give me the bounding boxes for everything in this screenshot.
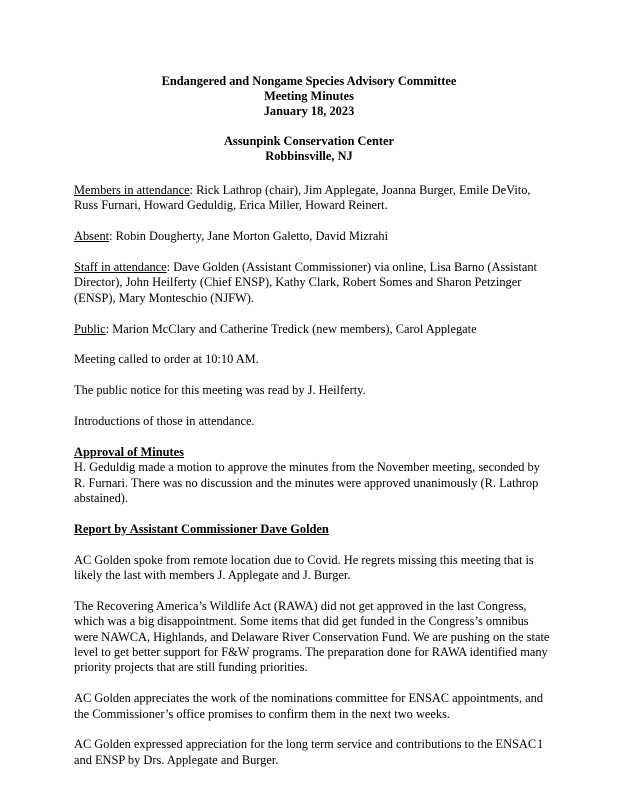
report-paragraph-4: AC Golden expressed appreciation for the long term service and contributions to the ENSAC and ENSP by Drs. Applegate and Burger. xyxy=(74,737,537,767)
page-number: 1 xyxy=(537,737,544,751)
public-notice: The public notice for this meeting was read by J. Heilferty. xyxy=(74,383,366,398)
staff-paragraph xyxy=(74,260,552,306)
report-section xyxy=(74,522,552,768)
public-label: Public xyxy=(74,321,106,336)
document-type: Meeting Minutes xyxy=(264,89,354,103)
document-header xyxy=(0,74,618,164)
committee-title: Endangered and Nongame Species Advisory Committee xyxy=(161,74,457,88)
approval-section xyxy=(74,445,552,507)
absent-list: : Robin Dougherty, Jane Morton Galetto, David Mizrahi xyxy=(109,229,389,244)
introductions: Introductions of those in attendance. xyxy=(74,414,255,428)
staff-list: : Dave Golden (Assistant Commissioner) via online, Lisa Barno (Assistant Director), John Heilferty (Chief ENSP), Kathy Clark, Robert Somes and Sharon Petzinger (ENSP), Mary Monteschio (NJFW). xyxy=(74,260,537,305)
public-list: : Marion McClary and Catherine Tredick (new members), Carol Applegate xyxy=(105,321,477,336)
members-list: : Rick Lathrop (chair), Jim Applegate, Joanna Burger, Emile DeVito, Russ Furnari, Howard Geduldig, Erica Miller, Howard Reinert. xyxy=(74,183,531,213)
absent-label: Absent xyxy=(74,229,110,244)
members-paragraph xyxy=(74,183,552,214)
report-paragraph-2: The Recovering America’s Wildlife Act (RAWA) did not get approved in the last Congress, which was a big disappointment. Some items that did get funded in the Congress’s omnibus were NAWCA, Highlands, and Delaware River Conservation Fund. We are pushing on the state level to get better support for F&W programs. The preparation done for RAWA identified many priority projects that are still funding priorities. xyxy=(74,598,550,675)
absent-paragraph xyxy=(74,229,552,244)
approval-text: H. Geduldig made a motion to approve the minutes from the November meeting, seconded by R. Furnari. There was no discussion and the minutes were approved unanimously (R. Lathrop abstained). xyxy=(74,460,540,506)
report-paragraph-3: AC Golden appreciates the work of the nominations committee for ENSAC appointments, and the Commissioner’s office promises to confirm them in the next two weeks. xyxy=(74,691,544,721)
meeting-date: January 18, 2023 xyxy=(263,104,355,118)
meeting-location: Assunpink Conservation Center xyxy=(223,134,395,148)
approval-heading: Approval of Minutes xyxy=(74,444,184,459)
public-paragraph xyxy=(74,322,552,337)
call-to-order: Meeting called to order at 10:10 AM. xyxy=(74,352,259,367)
report-heading: Report by Assistant Commissioner Dave Golden xyxy=(74,521,329,536)
report-paragraph-1: AC Golden spoke from remote location due to Covid. He regrets missing this meeting that is likely the last with members J. Applegate and J. Burger. xyxy=(74,552,534,583)
document-body xyxy=(74,183,552,784)
staff-label: Staff in attendance xyxy=(74,260,167,274)
meeting-city: Robbinsville, NJ xyxy=(265,149,353,163)
members-label: Members in attendance xyxy=(74,183,190,197)
